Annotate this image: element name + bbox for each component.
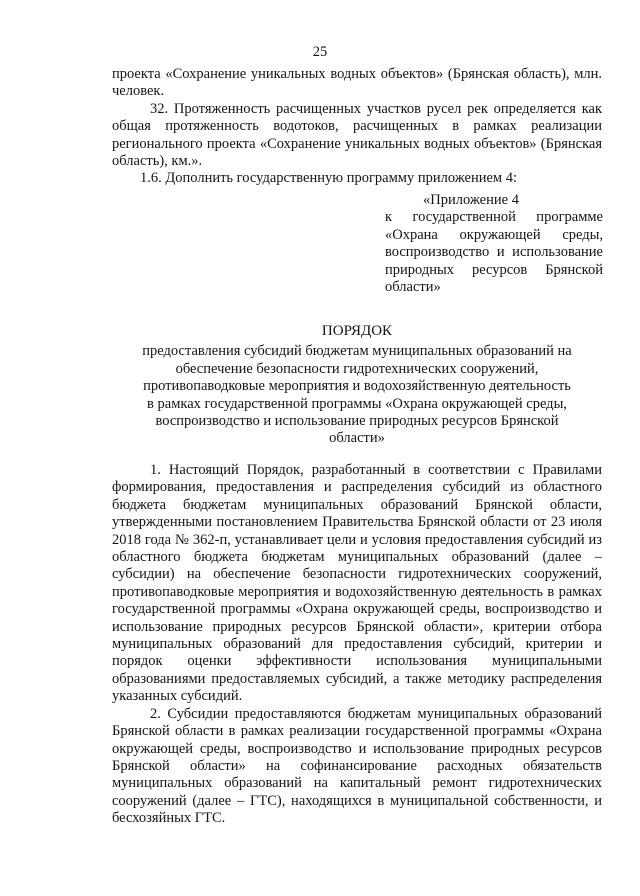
document-title-block: [112, 323, 602, 448]
intro-paragraph-3: 1.6. Дополнить государственную программу приложением 4:: [140, 170, 518, 187]
appendix-line-2: к государственной программе «Охрана окружающей среды, воспроизводство и использование природных ресурсов Брянской области»: [385, 209, 603, 296]
document-heading: ПОРЯДОК: [321, 323, 393, 339]
paragraph-2: 2. Субсидии предоставляются бюджетам муниципальных образований Брянской области в рамках реализации государственной программы «Охрана окружающей среды, воспроизводство и использование природных ресурсов Брянской области» на софинансирование расходных обязательств муниципальных образований на капитальный ремонт гидротехнических сооружений (далее – ГТС), находящихся в муниципальной собственности, и бесхозяйных ГТС.: [112, 705, 602, 827]
paragraph-1: 1. Настоящий Порядок, разработанный в соответствии с Правилами формирования, предоставления и распределения субсидий из областного бюджета бюджетам муниципальных образований Брянской области, утвержденными постановлением Правительства Брянской области от 23 июля 2018 года № 362-п, устанавливает цели и условия предоставления субсидий из областного бюджета бюджетам муниципальных образований (далее – субсидии) на обеспечение безопасности гидротехнических сооружений, противопаводковые мероприятия и водохозяйственную деятельность в рамках государственной программы «Охрана окружающей среды, воспроизводство и использование природных ресурсов Брянской области», критерии отбора муниципальных образований для предоставления субсидий, критерии и порядок оценки эффективности использования муниципальными образованиями предоставляемых субсидий, а также методику распределения указанных субсидий.: [112, 462, 602, 705]
document-subtitle: предоставления субсидий бюджетам муниципальных образований на обеспечение безопасности гидротехнических сооружений, противопаводковые мероприятия и водохозяйственную деятельность в рамках государственной программы «Охрана окружающей среды, воспроизводство и использование природных ресурсов Брянской области»: [142, 343, 572, 447]
appendix-reference: [385, 192, 603, 296]
appendix-line-1: «Приложение 4: [423, 192, 519, 208]
intro-paragraph-1: проекта «Сохранение уникальных водных объектов» (Брянская область), млн. человек.: [112, 66, 602, 100]
intro-paragraph-2: 32. Протяженность расчищенных участков русел рек определяется как общая протяженность водотоков, расчищенных в рамках реализации регионального проекта «Сохранение уникальных водных объектов» (Брянская область), км.».: [112, 100, 602, 170]
page-number: 25: [312, 44, 328, 60]
intro-section: [112, 66, 602, 188]
main-section: [112, 462, 602, 828]
